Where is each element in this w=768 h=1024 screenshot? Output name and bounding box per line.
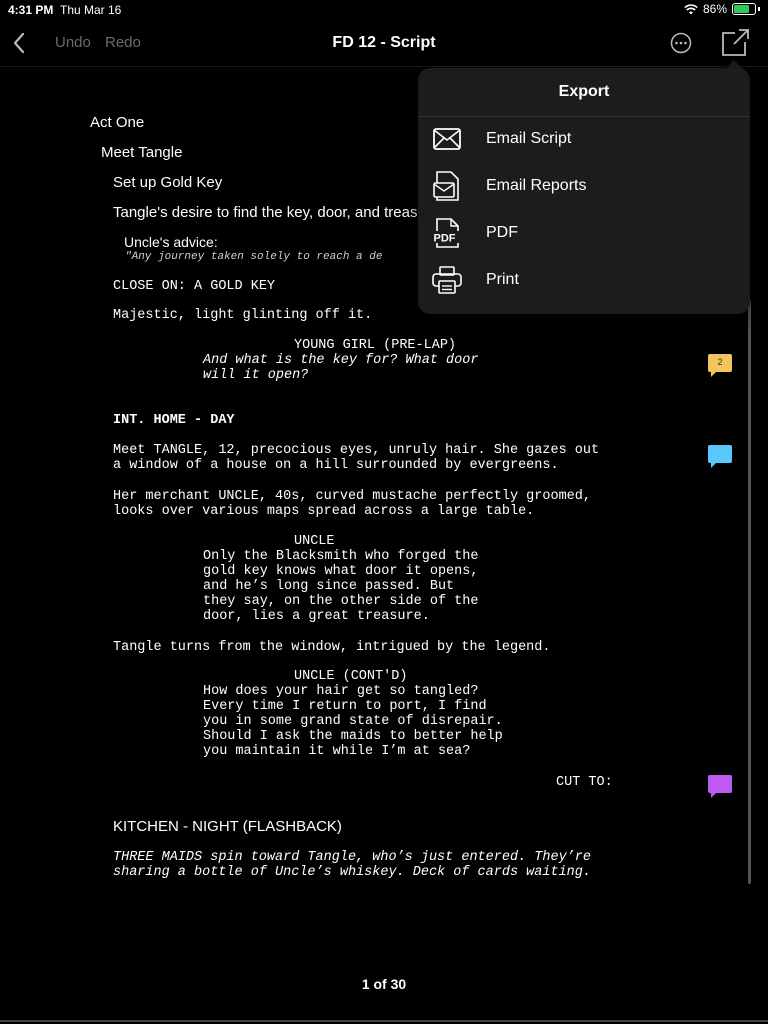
outline-scene[interactable]: Set up Gold Key [113,174,223,191]
wifi-icon [684,4,698,15]
print-option[interactable] [418,257,750,303]
scene-heading[interactable]: INT. HOME - DAY [113,413,235,428]
page-indicator: 1 of 30 [361,976,407,992]
dialogue[interactable]: Only the Blacksmith who forged the gold key knows what door it opens, and he’s long since passed. But they say, on the other side of the door, lies a great treasure. [203,549,479,624]
action-line[interactable]: Tangle turns from the window, intrigued by the legend. [113,640,551,655]
email-script-label: Email Script [486,130,572,147]
transition[interactable]: CUT TO: [556,775,613,790]
share-icon [720,28,750,56]
action-line[interactable]: Majestic, light glinting off it. [113,308,373,323]
nav-divider [0,66,768,67]
action-line[interactable]: THREE MAIDS spin toward Tangle, who’s just entered. They’re sharing a bottle of Uncle’s whiskey. Deck of cards waiting. [113,850,591,880]
outline-act[interactable]: Act One [90,114,145,131]
comment-marker-purple[interactable] [708,775,732,793]
export-popover [418,68,750,314]
pdf-option[interactable] [418,210,750,256]
battery-percent: 86% [702,2,727,16]
document-title: FD 12 - Script [332,34,436,51]
email-script-option[interactable] [418,116,750,162]
status-date: Thu Mar 16 [60,3,122,17]
document-envelope-icon [432,171,462,201]
comment-marker-blue[interactable] [708,445,732,463]
share-button[interactable] [720,28,750,56]
email-reports-label: Email Reports [486,177,587,194]
home-indicator [0,1020,768,1022]
outline-note-title[interactable]: Uncle's advice: [124,234,218,250]
battery-level [734,5,749,13]
outline-sequence[interactable]: Meet Tangle [101,144,183,161]
ellipsis-circle-icon [670,32,692,54]
status-time: 4:31 PM [8,3,54,17]
pdf-label: PDF [486,224,518,241]
dialogue[interactable]: And what is the key for? What door will it open? [203,353,479,383]
redo-button[interactable]: Redo [105,34,141,51]
character-name[interactable]: YOUNG GIRL (PRE-LAP) [294,338,457,353]
pdf-icon-text: PDF [433,232,456,245]
undo-button[interactable]: Undo [55,34,91,51]
outline-beat[interactable]: Tangle's desire to find the key, door, and treas [113,204,418,221]
action-line[interactable]: CLOSE ON: A GOLD KEY [113,279,276,294]
scene-heading[interactable]: KITCHEN - NIGHT (FLASHBACK) [113,818,342,835]
character-name[interactable]: UNCLE [294,534,335,549]
action-line[interactable]: Meet TANGLE, 12, precocious eyes, unruly hair. She gazes out a window of a house on a hill surrounded by evergreens. [113,443,600,473]
battery-icon [732,3,756,15]
battery-tip [758,7,760,11]
outline-note-text: "Any journey taken solely to reach a de [125,251,383,263]
export-title: Export [558,83,610,100]
action-line[interactable]: Her merchant UNCLE, 40s, curved mustache perfectly groomed, looks over various maps spread across a large table. [113,489,591,519]
status-indicators [684,2,760,16]
email-reports-option[interactable] [418,163,750,209]
comment-marker-yellow[interactable]: 2 [708,354,732,372]
more-button[interactable] [670,32,692,54]
character-name[interactable]: UNCLE (CONT'D) [294,669,408,684]
envelope-icon [432,124,462,154]
pdf-icon [432,218,462,248]
scroll-indicator[interactable] [748,300,751,884]
print-label: Print [486,271,519,288]
printer-icon [432,265,462,295]
dialogue[interactable]: How does your hair get so tangled? Every time I return to port, I find you in some grand state of disrepair. Should I ask the maids to better help you maintain it while I’m at sea? [203,684,503,759]
